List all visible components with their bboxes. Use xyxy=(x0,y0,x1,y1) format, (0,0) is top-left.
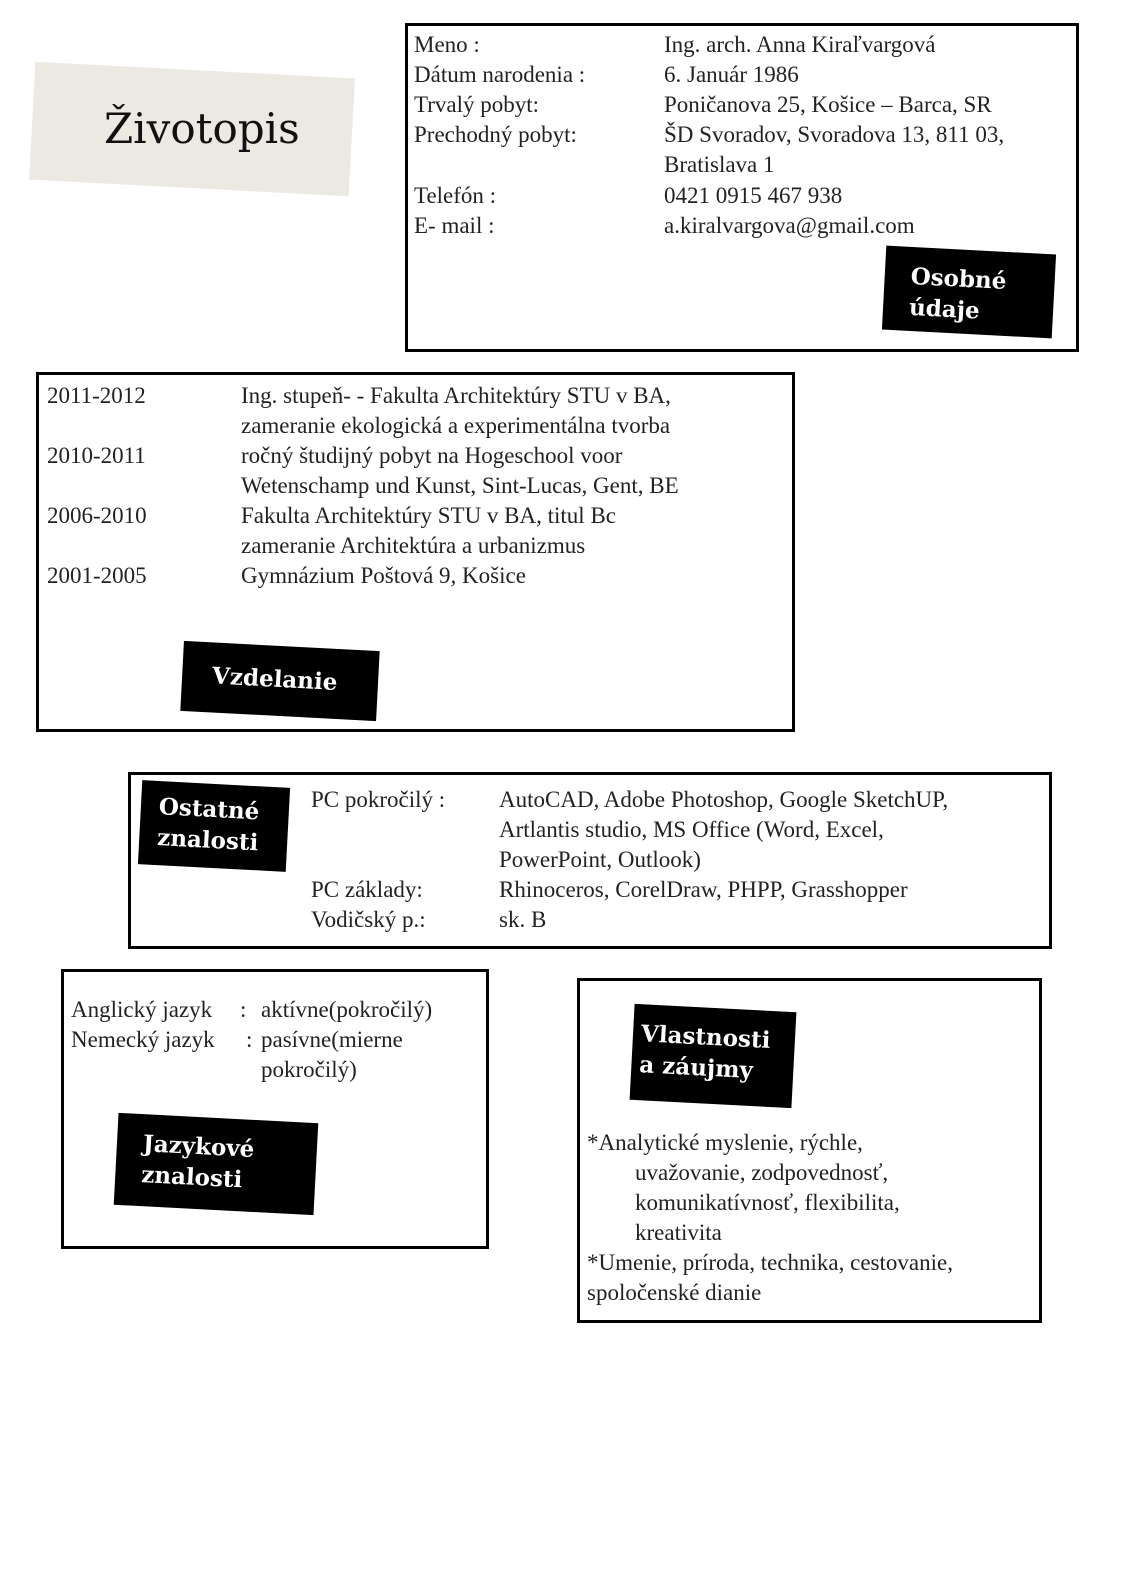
education-years: 2001-2005 xyxy=(47,563,147,588)
email-link[interactable]: a.kiralvargova@gmail.com xyxy=(664,213,915,238)
education-years: 2010-2011 xyxy=(47,443,146,468)
education-detail: ročný študijný pobyt na Hogeschool voor xyxy=(241,443,623,468)
personal-value: Poničanova 25, Košice – Barca, SR xyxy=(664,92,992,117)
skill-value: Rhinoceros, CorelDraw, PHPP, Grasshopper xyxy=(499,877,908,902)
interest-line: spoločenské dianie xyxy=(587,1280,762,1305)
education-detail: zameranie ekologická a experimentálna tvorba xyxy=(241,413,671,438)
personal-key: Meno : xyxy=(414,32,480,57)
skill-value: PowerPoint, Outlook) xyxy=(499,847,701,872)
label-line: znalosti xyxy=(156,824,259,857)
language-name: Nemecký jazyk xyxy=(71,1027,215,1052)
label-line: Osobné xyxy=(910,262,1008,295)
skill-key: PC pokročilý : xyxy=(311,787,446,812)
interest-line: komunikatívnosť, flexibilita, xyxy=(635,1190,900,1215)
label-line: Jazykové xyxy=(142,1130,256,1163)
language-sep: : xyxy=(246,1027,253,1052)
interest-line: kreativita xyxy=(635,1220,722,1245)
education-detail: Gymnázium Poštová 9, Košice xyxy=(241,563,526,588)
education-detail: zameranie Architektúra a urbanizmus xyxy=(241,533,586,558)
section-label-languages xyxy=(114,1113,319,1215)
section-label-personal xyxy=(882,246,1056,339)
personal-value: 0421 0915 467 938 xyxy=(664,183,843,208)
personal-value: Ing. arch. Anna Kiraľvargová xyxy=(664,32,936,57)
label-line: a záujmy xyxy=(638,1051,754,1085)
language-sep: : xyxy=(240,997,247,1022)
label-line: Vzdelanie xyxy=(211,662,339,696)
label-line: Ostatné xyxy=(158,793,261,826)
language-level: pokročilý) xyxy=(261,1057,357,1082)
personal-value: Bratislava 1 xyxy=(664,152,775,177)
personal-value: ŠD Svoradov, Svoradova 13, 811 03, xyxy=(664,122,1005,147)
education-years: 2006-2010 xyxy=(47,503,147,528)
personal-value: 6. Január 1986 xyxy=(664,62,799,87)
section-label-interests xyxy=(630,1004,797,1108)
education-detail: Ing. stupeň- - Fakulta Architektúry STU v BA, xyxy=(241,383,671,408)
language-name: Anglický jazyk xyxy=(71,997,213,1022)
skill-key: PC základy: xyxy=(311,877,423,902)
personal-key: Telefón : xyxy=(414,183,497,208)
language-level: pasívne(mierne xyxy=(261,1027,403,1052)
interest-line: uvažovanie, zodpovednosť, xyxy=(635,1160,889,1185)
personal-key: Dátum narodenia : xyxy=(414,62,586,87)
page-title: Životopis xyxy=(104,104,300,153)
personal-key: Trvalý pobyt: xyxy=(414,92,540,117)
interest-line: *Analytické myslenie, rýchle, xyxy=(587,1130,863,1155)
education-years: 2011-2012 xyxy=(47,383,146,408)
skill-value: Artlantis studio, MS Office (Word, Excel, xyxy=(499,817,884,842)
section-label-other-skills xyxy=(138,780,290,872)
skill-key: Vodičský p.: xyxy=(311,907,426,932)
education-detail: Wetenschamp und Kunst, Sint-Lucas, Gent, BE xyxy=(241,473,679,498)
skill-value: sk. B xyxy=(499,907,547,932)
label-line: údaje xyxy=(908,293,981,325)
education-section xyxy=(36,372,795,732)
personal-key: E- mail : xyxy=(414,213,495,238)
label-line: znalosti xyxy=(140,1161,243,1194)
section-label-education xyxy=(180,641,379,721)
interest-line: *Umenie, príroda, technika, cestovanie, xyxy=(587,1250,953,1275)
education-detail: Fakulta Architektúry STU v BA, titul Bc xyxy=(241,503,616,528)
personal-key: Prechodný pobyt: xyxy=(414,122,577,147)
language-level: aktívne(pokročilý) xyxy=(261,997,433,1022)
skill-value: AutoCAD, Adobe Photoshop, Google SketchUP, xyxy=(499,787,949,812)
label-line: Vlastnosti xyxy=(640,1020,772,1054)
